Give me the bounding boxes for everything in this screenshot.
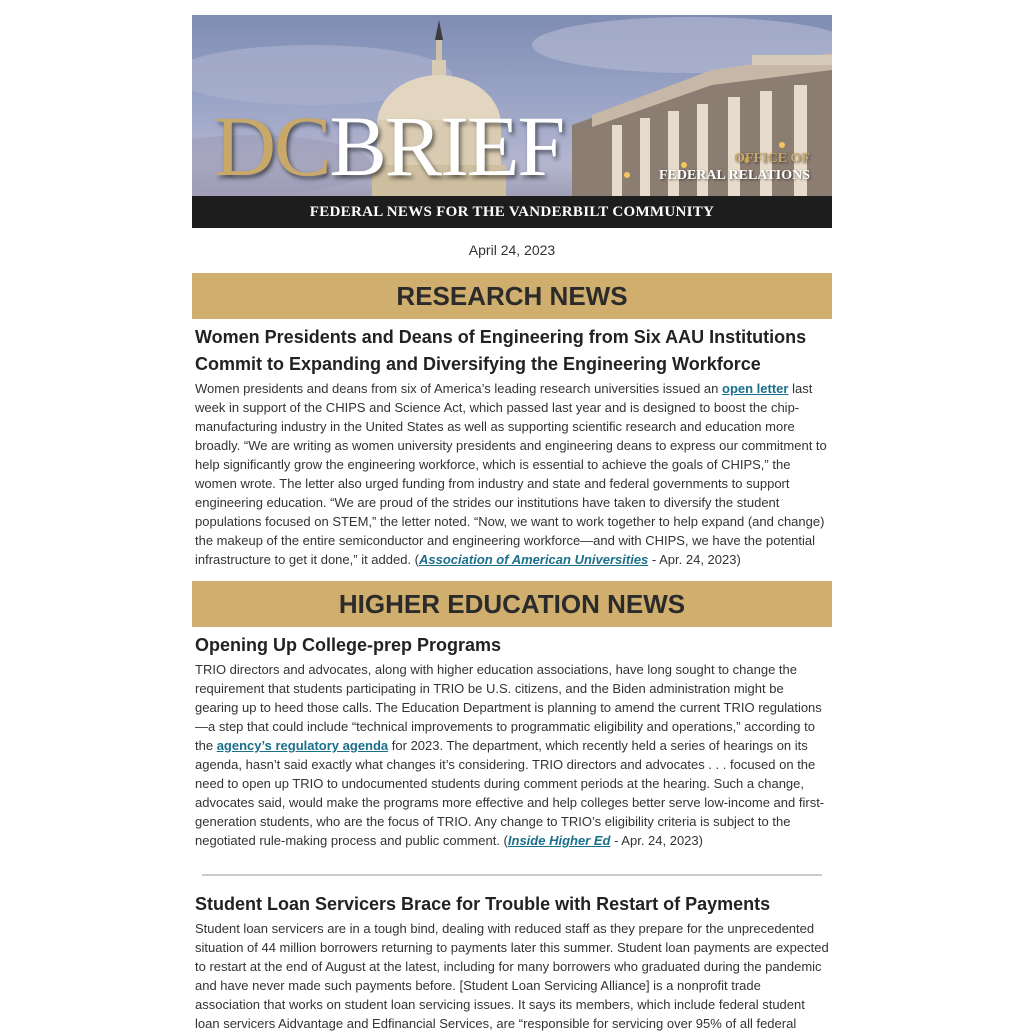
newsletter [192, 15, 832, 1033]
office-label [659, 150, 810, 184]
tagline: FEDERAL NEWS FOR THE VANDERBILT COMMUNITY [192, 196, 832, 228]
higher-education-news-header: HIGHER EDUCATION NEWS [192, 581, 832, 627]
higher-ed-article-2 [192, 891, 832, 1033]
higher-ed-article-1 [192, 632, 832, 850]
brand-dc: DC [214, 98, 330, 194]
issue-date: April 24, 2023 [468, 242, 556, 258]
research-news-header: RESEARCH NEWS [192, 273, 832, 319]
article-body: TRIO directors and advocates, along with higher education associations, have long sought to change the requirement that students participating in TRIO be U.S. citizens, and the Biden administration might be gearing up to heed those calls. The Education Department is planning to amend the current TRIO regulations—a step that could include “technical improvements to programmatic eligibility and operations,” according to the agency’s regulatory agenda for 2023. The department, which recently held a series of hearings on its agenda, hasn’t said exactly what changes it’s considering. TRIO directors and advocates . . . focused on the need to open up TRIO to undocumented students during comment periods at the hearing. Such a change, advocates said, would make the programs more effective and help colleges better serve low-income and first-generation students, who are the focus of TRIO. Any change to TRIO’s eligibility criteria is subject to the negotiated rule-making process and public comment. (Inside Higher Ed - Apr. 24, 2023) [195, 662, 825, 848]
office-line1: OFFICE OF [734, 151, 810, 166]
article-body: Student loan servicers are in a tough bind, dealing with reduced staff as they prepare for the unprecedented situation of 44 million borrowers returning to payments later this summer. Student loan payments are expected to restart at the end of August at the latest, including for many borrowers who graduated during the pandemic and have never made such payments before. [Student Loan Servicing Alliance] is a nonprofit trade association that works on student loan servicing issues. It says its members, which include federal student loan servicers Aidvantage and Edfinancial Services, are “responsible for servicing over 95% of all federal [195, 921, 829, 1031]
brand-brief: BRIEF [329, 98, 564, 194]
brand-logo [214, 98, 564, 194]
article-title: Opening Up College-prep Programs [195, 635, 502, 655]
open-letter-link[interactable]: open letter [722, 381, 789, 396]
article-body: Women presidents and deans from six of America’s leading research universities issued an open letter last week in support of the CHIPS and Science Act, which passed last year and is designed to boost the chip-manufacturing industry in the United States as well as supporting scientific research and education more broadly. “We are writing as women university presidents and engineering deans to express our commitment to help significantly grow the engineering workforce, which is essential to achieve the goals of CHIPS,” the women wrote. The letter also urged funding from industry and state and federal governments to support engineering education. “We are proud of the strides our institutions have taken to diversify the student populations focused on STEM,” the letter noted. “Now, we want to work together to help expand (and change) the makeup of the entire semiconductor and engineering workforce—and with CHIPS, we have the potential infrastructure to get it done,” it added. (Association of American Universities - Apr. 24, 2023) [195, 381, 827, 567]
regulatory-agenda-link[interactable]: agency’s regulatory agenda [216, 738, 389, 753]
source-link[interactable]: Association of American Universities [419, 552, 649, 567]
header-banner [192, 15, 832, 228]
research-article [192, 324, 832, 569]
article-title: Student Loan Servicers Brace for Trouble with Restart of Payments [195, 894, 771, 914]
source-link[interactable]: Inside Higher Ed [507, 833, 611, 848]
office-line2: FEDERAL RELATIONS [658, 168, 810, 183]
article-divider [202, 874, 822, 876]
article-title: Women Presidents and Deans of Engineering from Six AAU Institutions Commit to Expanding and Diversifying the Engineering Workforce [195, 327, 807, 374]
